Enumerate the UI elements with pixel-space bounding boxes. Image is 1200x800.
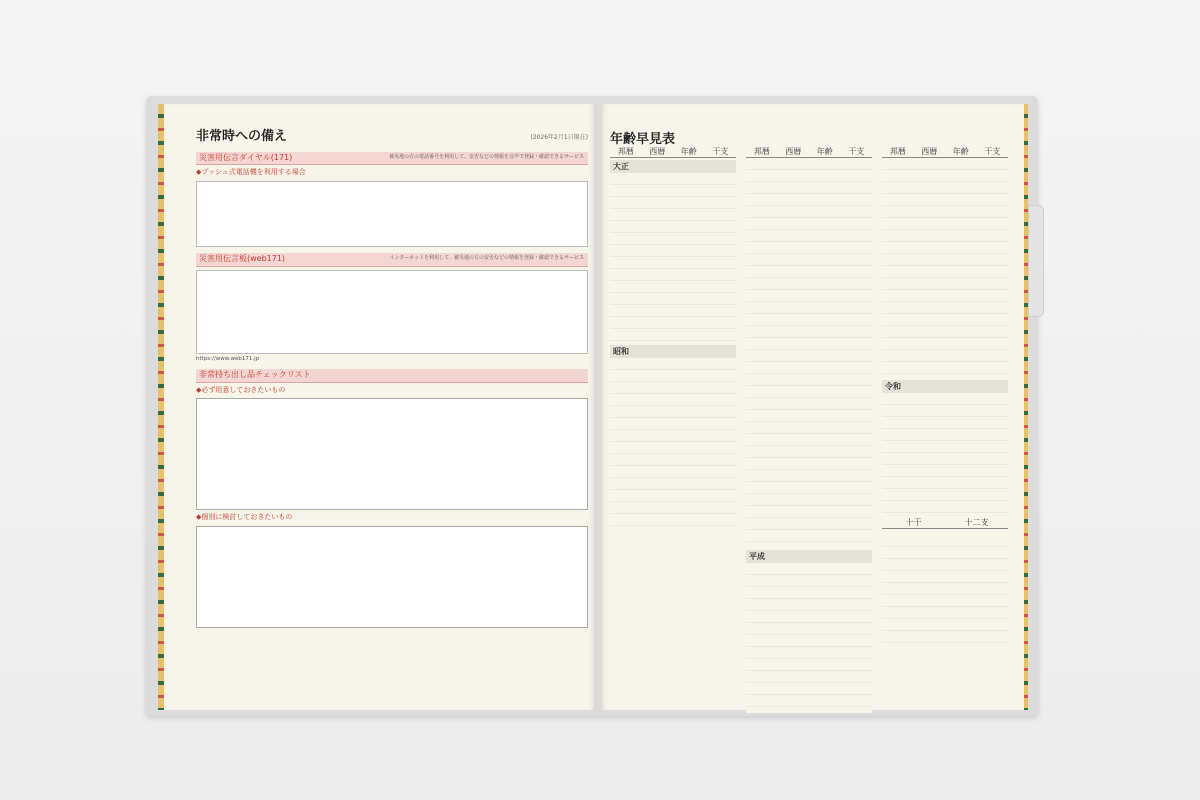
- table-rows: [746, 158, 872, 548]
- age-column: [610, 146, 736, 713]
- age-columns: [610, 146, 1012, 713]
- header-cell: 十二支: [964, 518, 989, 527]
- table-header: [746, 146, 872, 158]
- era-label: 令和: [882, 380, 1008, 393]
- date-note: (2026年2月1日現在): [530, 134, 588, 141]
- table-rows: [882, 158, 1008, 378]
- section-header-web171: [196, 253, 588, 267]
- header-cell: 西暦: [785, 147, 802, 156]
- sub-heading: ◆個別に検討しておきたいもの: [196, 513, 293, 522]
- age-chart-section: [610, 128, 1010, 561]
- header-cell: 邦暦: [617, 147, 634, 156]
- page-title: 非常時への備え: [196, 129, 288, 144]
- section-note: 被災地の方の電話番号を利用して、安否などの情報を音声で登録・確認できるサービス: [389, 153, 584, 160]
- table-rows: [610, 358, 736, 528]
- header-cell: 干支: [712, 147, 729, 156]
- sub-heading: ◆必ず用意しておきたいもの: [196, 385, 286, 394]
- header-cell: 西暦: [649, 147, 666, 156]
- age-column: [882, 146, 1008, 713]
- table-header: [610, 146, 736, 158]
- header-cell: 干支: [848, 147, 865, 156]
- table-rows: [610, 173, 736, 343]
- section-note: インターネットを利用して、被災地の方の安否などの情報を登録・確認できるサービス: [389, 254, 584, 261]
- header-cell: 年齢: [816, 147, 833, 156]
- checklist-table: [196, 398, 588, 510]
- section-title: 災害用伝言ダイヤル(171): [199, 152, 293, 162]
- header-cell: 干支: [984, 147, 1001, 156]
- section-header-checklist: [196, 369, 588, 383]
- table-header: [882, 146, 1008, 158]
- table-rows: [882, 393, 1008, 513]
- table-rows: [746, 563, 872, 713]
- era-label: 昭和: [610, 345, 736, 358]
- dial-flow-diagram: [196, 181, 588, 247]
- sub-heading: ◆プッシュ式電話機を利用する場合: [196, 168, 306, 177]
- era-label: 大正: [610, 160, 736, 173]
- header-cell: 年齢: [952, 147, 969, 156]
- section-title: 非常持ち出し品チェックリスト: [199, 370, 311, 379]
- web-flow-diagram: [196, 270, 588, 354]
- cover-tab: [1028, 205, 1044, 317]
- era-label: 平成: [746, 550, 872, 563]
- header-cell: 西暦: [921, 147, 938, 156]
- checklist-table: [196, 526, 588, 628]
- header-cell: 邦暦: [753, 147, 770, 156]
- section-title: 災害用伝言板(web171): [199, 253, 286, 263]
- header-cell: 邦暦: [889, 147, 906, 156]
- header-cell: 十干: [905, 518, 922, 527]
- section-header-171: [196, 152, 588, 166]
- header-cell: 年齢: [680, 147, 697, 156]
- zodiac-table: [882, 535, 1008, 647]
- zodiac-header: [882, 517, 1008, 529]
- url-text: https://www.web171.jp: [196, 355, 260, 362]
- page-title: 年齢早見表: [610, 132, 676, 147]
- age-column: [746, 146, 872, 713]
- emergency-preparedness-section: [196, 128, 588, 628]
